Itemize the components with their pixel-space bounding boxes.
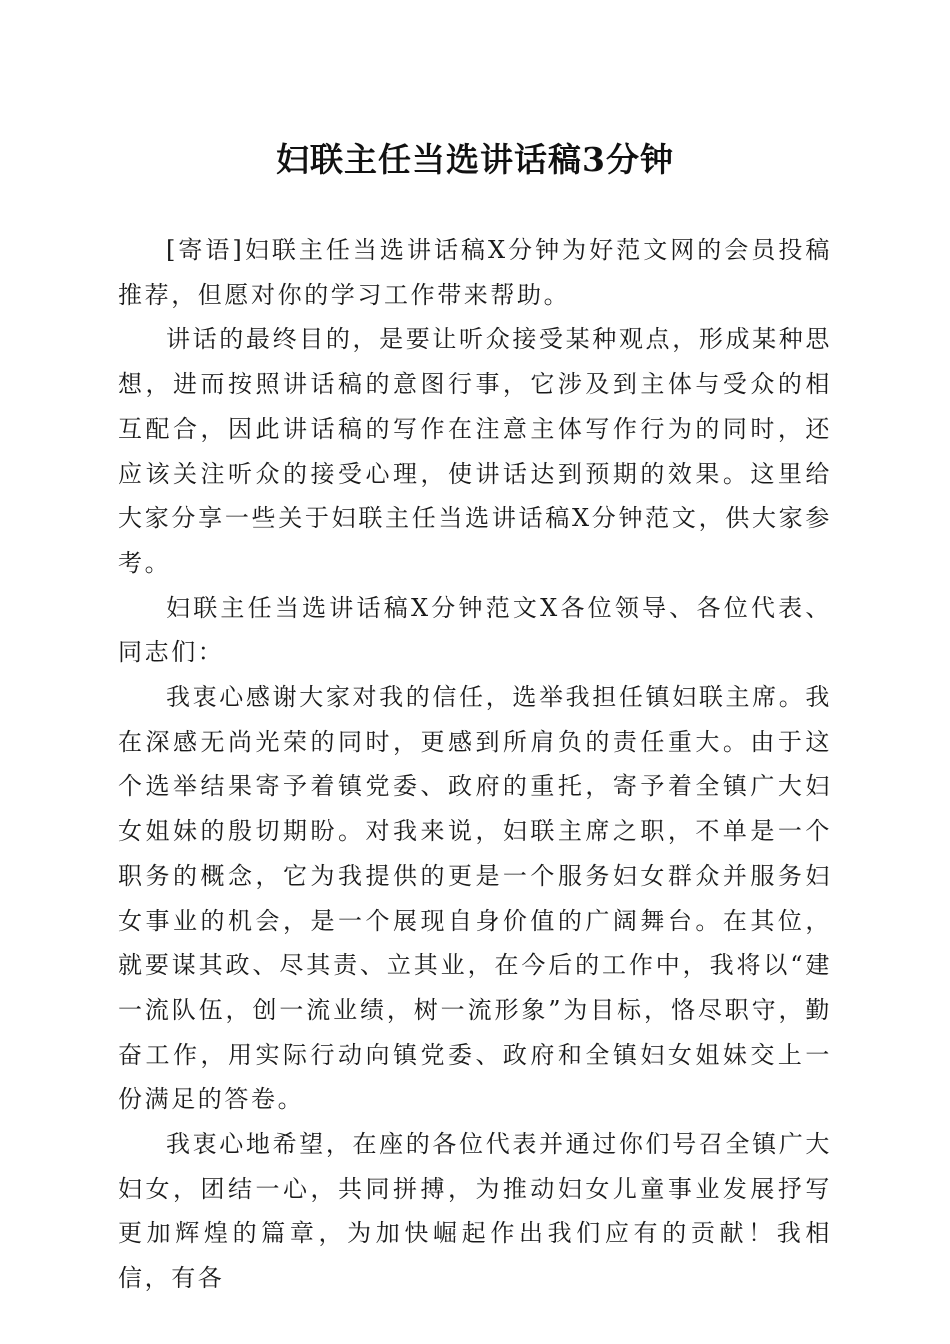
paragraph-thanks: 我衷心感谢大家对我的信任，选举我担任镇妇联主席。我在深感无尚光荣的同时，更感到所肩负的责任重大。由于这个选举结果寄予着镇党委、政府的重托，寄予着全镇广大妇女姐妹的殷切期盼。对我来说，妇联主席之职，不单是一个职务的概念，它为我提供的更是一个服务妇女群众并服务妇女事业的机会，是一个展现自身价值的广阔舞台。在其位，就要谋其政、尽其责、立其业，在今后的工作中，我将以“建一流队伍，创一流业绩，树一流形象”为目标，恪尽职守，勤奋工作，用实际行动向镇党委、政府和全镇妇女姐妹交上一份满足的答卷。 (118, 683, 832, 1114)
paragraph-purpose: 讲话的最终目的，是要让听众接受某种观点，形成某种思想，进而按照讲话稿的意图行事，它涉及到主体与受众的相互配合，因此讲话稿的写作在注意主体写作行为的同时，还应该关注听众的接受心理，使讲话达到预期的效果。这里给大家分享一些关于妇联主任当选讲话稿X分钟范文，供大家参考。 (118, 325, 832, 577)
paragraph-hope: 我衷心地希望，在座的各位代表并通过你们号召全镇广大妇女，团结一心，共同拼搏，为推动妇女儿童事业发展抒写更加辉煌的篇章，为加快崛起作出我们应有的贡献！我相信，有各 (118, 1130, 832, 1293)
paragraph-salutation: 妇联主任当选讲话稿X分钟范文X各位领导、各位代表、同志们： (118, 593, 832, 667)
document-body (118, 228, 832, 1301)
document-title: 妇联主任当选讲话稿3分钟 (276, 140, 674, 179)
paragraph-intro: [寄语]妇联主任当选讲话稿X分钟为好范文网的会员投稿推荐，但愿对你的学习工作带来帮助。 (118, 236, 832, 309)
